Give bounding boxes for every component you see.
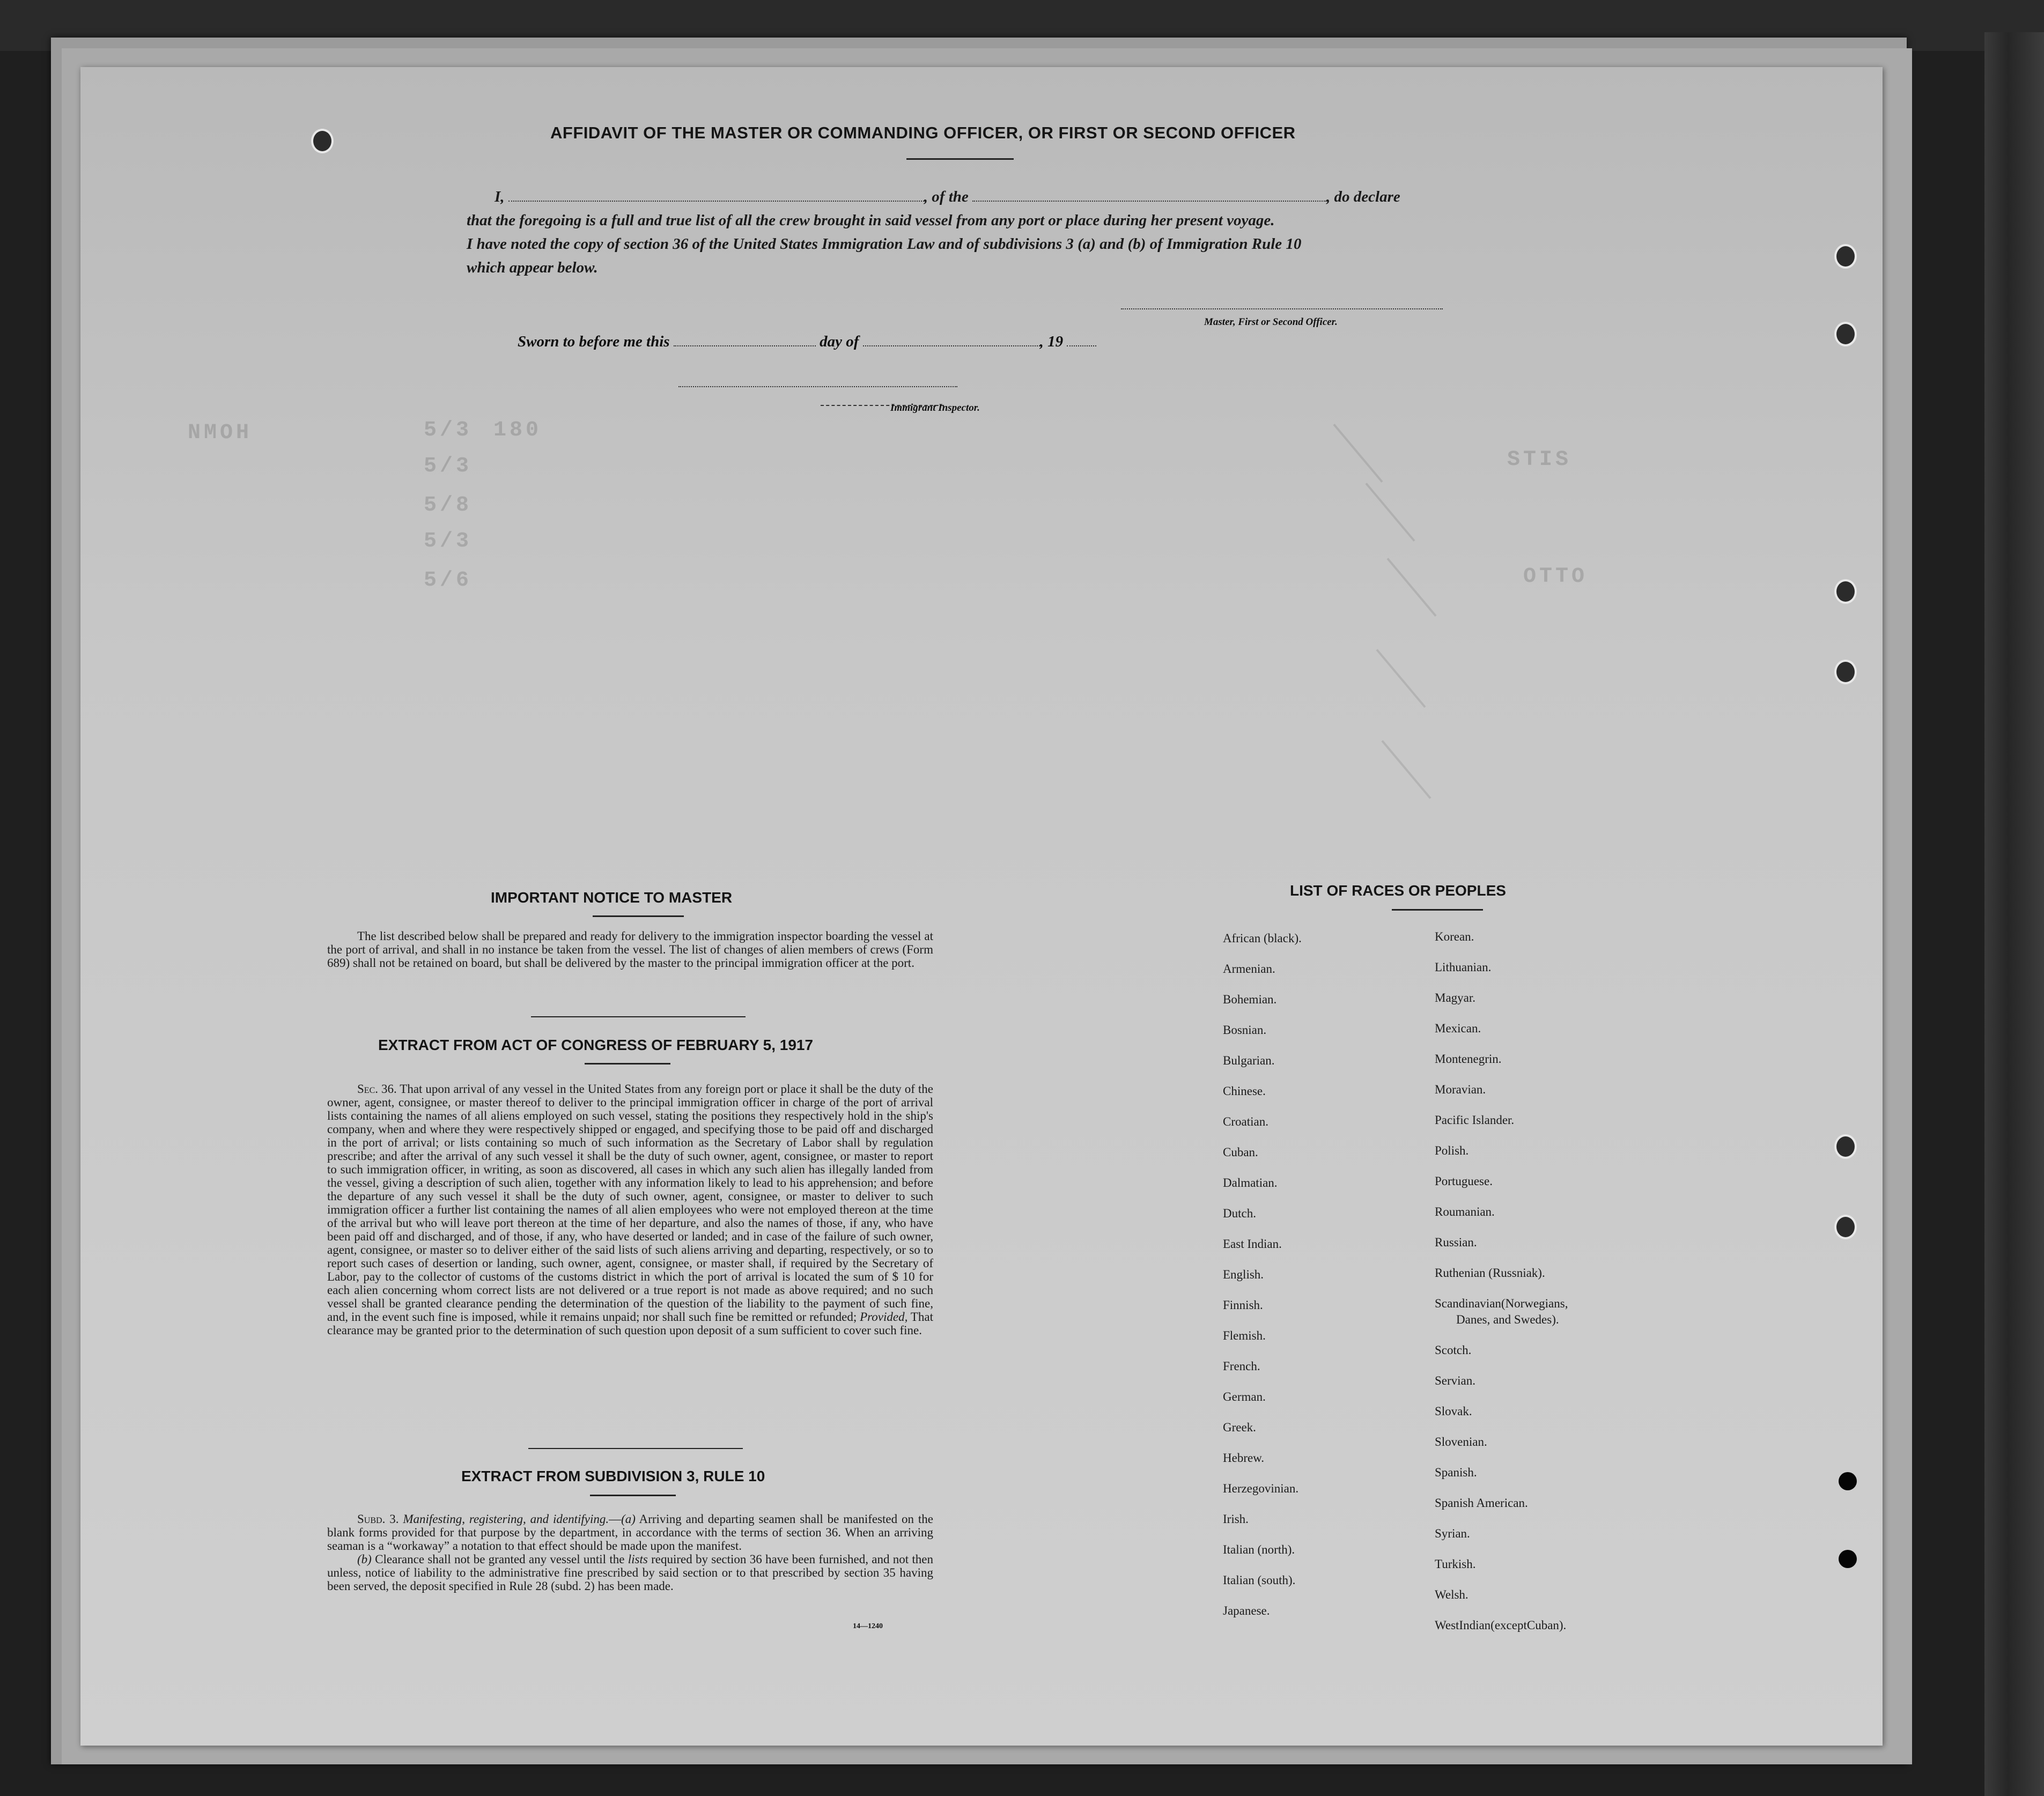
section-divider bbox=[531, 1016, 746, 1017]
race-item: Flemish. bbox=[1223, 1329, 1266, 1342]
race-item: Spanish American. bbox=[1435, 1496, 1528, 1510]
race-item: French. bbox=[1223, 1359, 1260, 1373]
race-item: Bulgarian. bbox=[1223, 1054, 1275, 1067]
race-item: Croatian. bbox=[1223, 1115, 1268, 1128]
sworn-day-of: day of bbox=[820, 333, 859, 350]
sworn-year-blank[interactable] bbox=[1067, 332, 1096, 346]
affidavit-line-2: that the foregoing is a full and true list of all the crew brought in said vessel from any port or place during her present voyage. bbox=[467, 212, 1275, 229]
subd-b-text-1: Clearance shall not be granted any vessel until the bbox=[375, 1553, 625, 1566]
signature-caption: Master, First or Second Officer. bbox=[1204, 316, 1338, 328]
bleed-streak bbox=[1381, 740, 1431, 799]
bleed-text: 5/3 bbox=[424, 418, 473, 442]
race-item: Slovenian. bbox=[1435, 1435, 1487, 1448]
race-item: Herzegovinian. bbox=[1223, 1482, 1299, 1495]
race-item: Slovak. bbox=[1435, 1405, 1472, 1418]
affidavit-line-4: which appear below. bbox=[467, 259, 598, 276]
race-item: Mexican. bbox=[1435, 1022, 1481, 1035]
punch-dot bbox=[1839, 1550, 1857, 1568]
race-item: Korean. bbox=[1435, 930, 1474, 943]
bleed-streak bbox=[1376, 649, 1426, 708]
act-extract-text bbox=[327, 1082, 933, 1337]
affidavit-title: AFFIDAVIT OF THE MASTER OR COMMANDING OFFICER, OR FIRST OR SECOND OFFICER bbox=[550, 123, 1296, 142]
race-item: Turkish. bbox=[1435, 1557, 1476, 1571]
race-item: Spanish. bbox=[1435, 1466, 1477, 1479]
binder-hole bbox=[1834, 660, 1857, 684]
binder-hole bbox=[1834, 322, 1857, 346]
master-signature-line[interactable] bbox=[1121, 308, 1443, 309]
binder-hole bbox=[1834, 244, 1857, 269]
race-item: Italian (south). bbox=[1223, 1573, 1296, 1587]
bleed-text: STIS bbox=[1507, 448, 1572, 472]
manifest-page-reverse bbox=[80, 67, 1883, 1746]
sec-36-label: Sec. 36. bbox=[357, 1082, 397, 1096]
provided-word: Provided, bbox=[860, 1310, 908, 1324]
rule-title-rule bbox=[590, 1495, 676, 1496]
sworn-month-blank[interactable] bbox=[863, 332, 1040, 346]
rule-extract-text bbox=[327, 1512, 933, 1593]
race-item: Bohemian. bbox=[1223, 993, 1277, 1006]
race-item: Irish. bbox=[1223, 1512, 1249, 1526]
race-item: WestIndian(exceptCuban). bbox=[1435, 1618, 1567, 1632]
race-item: Bosnian. bbox=[1223, 1023, 1267, 1037]
subd-b-lists: lists bbox=[628, 1553, 648, 1566]
subd-title: Manifesting, registering, and identifying. bbox=[403, 1512, 609, 1526]
affidavit-line-3: I have noted the copy of section 36 of the United States Immigration Law and of subdivisions 3 (a) and (b) of Immigration Rule 10 bbox=[467, 235, 1302, 253]
race-item: Dutch. bbox=[1223, 1207, 1256, 1220]
races-right-column bbox=[1435, 929, 1568, 1648]
race-item: English. bbox=[1223, 1268, 1264, 1281]
race-item: Finnish. bbox=[1223, 1298, 1263, 1312]
race-item: Welsh. bbox=[1435, 1588, 1469, 1601]
race-item: Scandinavian(Norwegians, bbox=[1435, 1297, 1568, 1310]
binder-edge bbox=[1984, 32, 2044, 1796]
race-item: Moravian. bbox=[1435, 1083, 1486, 1096]
vessel-name-blank[interactable] bbox=[972, 188, 1326, 202]
act-title-rule bbox=[585, 1063, 670, 1065]
rule-extract-title: EXTRACT FROM SUBDIVISION 3, RULE 10 bbox=[461, 1468, 765, 1484]
bleed-text: 180 bbox=[493, 418, 542, 442]
bleed-text: 5/3 bbox=[424, 454, 473, 478]
notice-text bbox=[327, 929, 933, 970]
race-item: Portuguese. bbox=[1435, 1174, 1493, 1188]
subd-a-label: (a) bbox=[621, 1512, 636, 1526]
race-item: Armenian. bbox=[1223, 962, 1275, 975]
race-item: Roumanian. bbox=[1435, 1205, 1495, 1218]
race-item: Montenegrin. bbox=[1435, 1052, 1502, 1066]
sworn-year: , 19 bbox=[1039, 333, 1064, 350]
race-item: Magyar. bbox=[1435, 991, 1476, 1004]
affidavit-of-the: , of the bbox=[924, 188, 969, 205]
race-item: Ruthenian (Russniak). bbox=[1435, 1266, 1545, 1280]
sec-36-body-end: That clearance may be granted prior to the determination of such question upon deposit of a sum sufficient to cover such fine. bbox=[327, 1310, 933, 1337]
races-left-column bbox=[1223, 930, 1302, 1634]
races-title: LIST OF RACES OR PEOPLES bbox=[1290, 882, 1506, 899]
race-item: Polish. bbox=[1435, 1144, 1469, 1157]
binder-hole bbox=[1834, 1215, 1857, 1239]
subd-label: Subd. 3. bbox=[357, 1512, 399, 1526]
race-item: Italian (north). bbox=[1223, 1543, 1295, 1556]
notice-title-rule bbox=[593, 915, 684, 917]
notice-title: IMPORTANT NOTICE TO MASTER bbox=[491, 889, 733, 906]
race-item: Servian. bbox=[1435, 1374, 1476, 1387]
bleed-streak bbox=[1386, 558, 1436, 617]
act-extract-title: EXTRACT FROM ACT OF CONGRESS OF FEBRUARY 5, 1917 bbox=[378, 1037, 814, 1053]
race-item: Hebrew. bbox=[1223, 1451, 1265, 1465]
race-item: Cuban. bbox=[1223, 1145, 1258, 1159]
sworn-day-blank[interactable] bbox=[674, 332, 816, 346]
binder-hole bbox=[311, 129, 334, 153]
subd-a-text: Arriving and departing seamen shall be manifested on the blank forms provided for that purpose by the department, in accordance with the terms of section 36. When an arriving seaman is a “workaway” a notation to that effect should be made upon the manifest. bbox=[327, 1512, 934, 1553]
section-divider bbox=[528, 1448, 743, 1449]
race-item: Chinese. bbox=[1223, 1084, 1266, 1098]
race-item: German. bbox=[1223, 1390, 1266, 1403]
form-number: 14—1240 bbox=[853, 1622, 883, 1630]
sec-36-body: That upon arrival of any vessel in the United States from any foreign port or place it shall be the duty of the owner, agent, consignee, or master thereof to deliver to the principal immigration officer in charge of the port of arrival lists containing the names of all aliens employed on such vessel, stating the positions they respectively hold in the ship's company, when and where they were respectively shipped or engaged, and specifying those to be paid off and discharged in the port of arrival; or lists containing so much of such information as the Secretary of Labor shall by regulation prescribe; and after the arrival of any such vessel it shall be the duty of such owner, agent, consignee, or master to report to such immigration officer, in writing, as soon as discovered, all cases in which any such alien has illegally landed from the vessel, giving a description of such alien, together with any information likely to lead to his apprehension; and before the departure of any such vessel it shall be the duty of such owner, agent, consignee, or master to deliver to such immigration officer a further list containing the names of all alien employees who were not employed thereon at the time of the arrival but who will leave port thereon at the time of her departure, and also the names of those, if any, who have been paid off and discharged, and of those, if any, who have deserted or landed; and in case of the failure of such owner, agent, consignee, or master so to deliver either of the said lists of such aliens arriving and departing, respectively, or so to report such cases of desertion or landing, such owner, agent, consignee, or master shall, if required by the Secretary of Labor, pay to the collector of customs of the customs district in which the port of arrival is located the sum of $ 10 for each alien concerning whom correct lists are not delivered or a true report is not made as above required; and no such vessel shall be granted clearance pending the determination of the question of the liability to the payment of such fine, and, in the event such fine is imposed, while it remains unpaid; nor shall such fine be remitted or refunded; bbox=[327, 1082, 933, 1324]
race-item: Scotch. bbox=[1435, 1343, 1472, 1357]
binder-hole bbox=[1834, 579, 1857, 604]
bleed-text: NMOH bbox=[188, 421, 253, 445]
sworn-line bbox=[518, 332, 1096, 351]
race-item: Pacific Islander. bbox=[1435, 1113, 1515, 1127]
subd-b-text-2: required by section 36 have been furnished, and not then unless, notice of liability to the administrative fine prescribed by said section or to that prescribed by section 35 having been served, the deposit specified in Rule 28 (subd. 2) has been made. bbox=[327, 1553, 934, 1593]
race-item: Russian. bbox=[1435, 1236, 1477, 1249]
affidavit-declare: , do declare bbox=[1326, 188, 1400, 205]
punch-dot bbox=[1839, 1472, 1857, 1490]
race-item: Greek. bbox=[1223, 1421, 1256, 1434]
bleed-streak bbox=[1333, 424, 1383, 483]
subd-b-label: (b) bbox=[357, 1553, 372, 1566]
binder-hole bbox=[1834, 1134, 1857, 1159]
race-item: Syrian. bbox=[1435, 1527, 1470, 1540]
race-item: Lithuanian. bbox=[1435, 960, 1492, 974]
bleed-text: OTTO bbox=[1523, 565, 1588, 589]
affidavit-statement bbox=[467, 185, 1443, 279]
bleed-text: 5/3 bbox=[424, 529, 473, 553]
affidavit-line-1 bbox=[467, 185, 1443, 209]
races-title-rule bbox=[1392, 909, 1483, 911]
inspector-caption: Immigrant Inspector. bbox=[890, 402, 980, 413]
bleed-text: 5/8 bbox=[424, 493, 473, 518]
inspector-signature-line[interactable] bbox=[678, 386, 957, 387]
race-item: Danes, and Swedes). bbox=[1456, 1313, 1559, 1326]
bleed-streak bbox=[1365, 483, 1415, 542]
affidavit-title-rule bbox=[906, 158, 1014, 160]
subd-dash: — bbox=[609, 1512, 622, 1526]
race-item: Japanese. bbox=[1223, 1604, 1270, 1617]
race-item: Dalmatian. bbox=[1223, 1176, 1278, 1189]
race-item: African (black). bbox=[1223, 932, 1302, 945]
affidavit-i: I, bbox=[495, 188, 505, 205]
master-name-blank[interactable] bbox=[508, 188, 924, 202]
sworn-prefix: Sworn to before me this bbox=[518, 333, 670, 350]
bleed-text: 5/6 bbox=[424, 568, 473, 593]
race-item: East Indian. bbox=[1223, 1237, 1282, 1251]
notice-body: The list described below shall be prepared and ready for delivery to the immigration inspector boarding the vessel at the port of arrival, and shall in no instance be taken from the vessel. The list of changes of alien members of crews (Form 689) shall not be retained on board, but shall be delivered by the master to the principal immigration officer at the port. bbox=[327, 929, 933, 970]
